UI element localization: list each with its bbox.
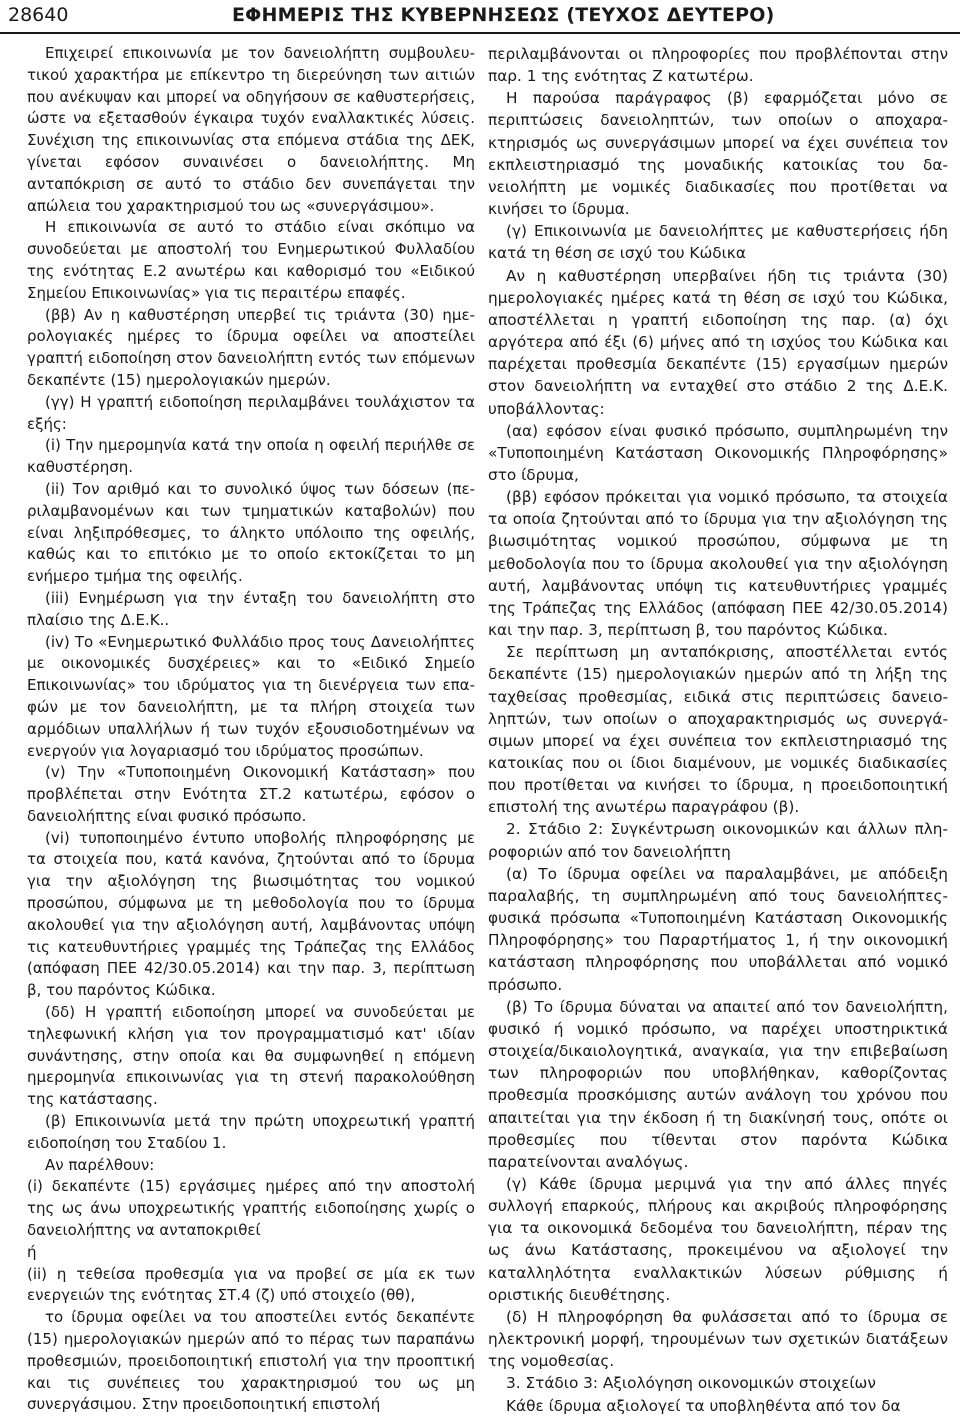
paragraph: (ii) Τον αριθμό και το συνολικό ύψος των δόσεων (περιλαμβανομένων και των τμηματικών καταβολών) που είναι ληξιπρόθεσμες, το άληκτο υπόλοιπο της οφειλής, καθώς και το επιτόκιο με το οποίο εκτοκίζεται το μη ενήμερο τμήμα της οφειλής. — [27, 479, 475, 586]
paragraph: (γγ) Η γραπτή ειδοποίηση περιλαμβάνει τουλάχιστον τα εξής: — [27, 392, 475, 433]
paragraph: (β) Το ίδρυμα δύναται να απαιτεί από τον δανειολήπτη, φυσικό ή νομικό πρόσωπο, να παρέχει υποστηρικτικά στοιχεία/δικαιολογητικά, αναγκαία, για την επιβεβαίωση των πληροφοριών που υποβλήθηκαν, καθορίζοντας προθεσμία προσκόμισης αυτών ανάλογη του χρόνου που απαιτείται για την έκδοση ή τη διακίνησή τους, οπότε οι προθεσμίες που τίθενται στον παρόντα Κώδικα παρατείνονται αναλόγως. — [488, 997, 948, 1171]
paragraph: (iv) Το «Ενημερωτικό Φυλλάδιο προς τους Δανειολήπτες με οικονομικές δυσχέρειες» και το «Ειδικό Σημείο Επικοινωνίας» του ιδρύματος για τη διενέργεια των επαφών με τον δανειολήπτη, με τα πλήρη στοιχεία των αρμόδιων υπαλλήλων ή των τυχόν εξουσιοδοτημένων να ενεργούν για λογαριασμό του ιδρύματος προσώπων. — [27, 632, 475, 760]
paragraph: Η παρούσα παράγραφος (β) εφαρμόζεται μόνο σε περιπτώσεις δανειοληπτών, των οποίων ο αποχαρακτηρισμός ως συνεργάσιμων μπορεί να έχει συνέπεια τον εκπλειστηριασμό της μοναδικής κατοικίας του δανειολήπτη με νομικές διαδικασίες που προτίθεται να κινήσει το ίδρυμα. — [488, 89, 948, 219]
paragraph: (i) δεκαπέντε (15) εργάσιμες ημέρες από την αποστολή της ως άνω υποχρεωτικής γραπτής ειδοποίησης χωρίς ο δανειολήπτης να ανταποκριθεί — [27, 1177, 475, 1240]
paragraph: (δδ) Η γραπτή ειδοποίηση μπορεί να συνοδεύεται με τηλεφωνική κλήση για τον προγραμματισμό κατ' ιδίαν συνάντησης, στην οποία και θα συμφωνηθεί η επόμενη ημερομηνία επικοινωνίας για τη στενή παρακολούθηση της κατάστασης. — [27, 1003, 475, 1109]
left-column — [27, 43, 475, 1416]
section-heading: 3. Στάδιο 3: Αξιολόγηση οικονομικών στοιχείων — [506, 1374, 876, 1393]
header-rule — [0, 32, 960, 34]
paragraph: ή — [27, 1242, 37, 1261]
paragraph: (ββ) Αν η καθυστέρηση υπερβεί τις τριάντα (30) ημερολογιακές ημέρες το ίδρυμα οφείλει να αποστείλει γραπτή ειδοποίηση στον δανειολήπτη εντός των επόμενων δεκαπέντε (15) ημερολογιακών ημερών. — [27, 305, 475, 389]
gazette-title: ΕΦΗΜΕΡΙΣ ΤΗΣ ΚΥΒΕΡΝΗΣΕΩΣ (ΤΕΥΧΟΣ ΔΕΥΤΕΡΟ) — [232, 4, 775, 26]
paragraph: (v) Την «Τυποποιημένη Οικονομική Κατάσταση» που προβλέπεται στην Ενότητα ΣΤ.2 κατωτέρω, εφόσον ο δανειολήπτης είναι φυσικό πρόσωπο. — [27, 763, 475, 825]
page-header — [0, 0, 960, 32]
right-column — [488, 43, 948, 1417]
paragraph: (ββ) εφόσον πρόκειται για νομικό πρόσωπο, τα στοιχεία τα οποία ζητούνται από το ίδρυμα για την αξιολόγηση της βιωσιμότητας νομικού προσώπου, σύμφωνα με τη μεθοδολογία που το ίδρυμα ακολουθεί για την αξιολόγηση αυτή, λαμβάνοντας υπόψη τις κατευθυντήριες γραμμές της Τράπεζας της Ελλάδος (απόφαση ΠΕΕ 42/30.05.2014) και την παρ. 3, περίπτωση β, του παρόντος Κώδικα. — [488, 488, 948, 640]
paragraph: Επιχειρεί επικοινωνία με τον δανειολήπτη συμβουλευτικού χαρακτήρα με επίκεντρο τη διερεύνηση των αιτιών που ανέκυψαν και μπορεί να οδηγήσουν σε καθυστερήσεις, ώστε να εξετασθούν έγκαιρα τυχόν εναλλακτικές λύσεις. Συνέχιση της επικοινωνίας στα επόμενα στάδια της ΔΕΚ, γίνεται εφόσον συναινέσει ο δανειολήπτης. Μη ανταπόκριση σε αυτό το στάδιο δεν συνεπάγεται την απώλεια του χαρακτηρισμού του ως «συνεργάσιμου». — [27, 44, 475, 215]
paragraph: (ii) η τεθείσα προθεσμία για να προβεί σε μία εκ των ενεργειών της ενότητας ΣΤ.4 (ζ) υπό στοιχείο (θθ), — [27, 1264, 475, 1305]
paragraph: (δ) Η πληροφόρηση θα φυλάσσεται από το ίδρυμα σε ηλεκτρονική μορφή, τηρουμένων των σχετικών διατάξεων της νομοθεσίας. — [488, 1307, 948, 1371]
paragraph: (vi) τυποποιημένο έντυπο υποβολής πληροφόρησης με τα στοιχεία που, κατά κανόνα, ζητούνται από το ίδρυμα για την αξιολόγηση της βιωσιμότητας του νομικού προσώπου, σύμφωνα με τη μεθοδολογία που το ίδρυμα ακολουθεί για την αξιολόγηση αυτή, λαμβάνοντας υπόψη τις κατευθυντήριες γραμμές της Τράπεζας της Ελλάδος (απόφαση ΠΕΕ 42/30.05.2014) και την παρ. 3, περίπτωση β, του παρόντος Κώδικα. — [27, 828, 475, 1000]
paragraph: (iii) Ενημέρωση για την ένταξη του δανειολήπτη στο πλαίσιο της Δ.Ε.Κ.. — [27, 588, 475, 629]
paragraph: (i) Την ημερομηνία κατά την οποία η οφειλή περιήλθε σε καθυστέρηση. — [27, 436, 475, 477]
paragraph: Η επικοινωνία σε αυτό το στάδιο είναι σκόπιμο να συνοδεύεται με αποστολή του Ενημερωτικού Φυλλαδίου της ενότητας Ε.2 ανωτέρω και καθορισμό του «Ειδικού Σημείου Επικοινωνίας» για τις περαιτέρω επαφές. — [27, 218, 475, 302]
paragraph: (αα) εφόσον είναι φυσικό πρόσωπο, συμπληρωμένη την «Τυποποιημένη Κατάσταση Οικονομικής Πληροφόρησης» στο ίδρυμα, — [488, 421, 948, 484]
paragraph: Κάθε ίδρυμα αξιολογεί τα υποβληθέντα από τον δα — [506, 1396, 901, 1415]
section-heading: 2. Στάδιο 2: Συγκέντρωση οικονομικών και άλλων πληροφοριών από τον δανειολήπτη — [488, 820, 948, 861]
paragraph: Αν παρέλθουν: — [45, 1155, 155, 1174]
paragraph: Αν η καθυστέρηση υπερβαίνει ήδη τις τριάντα (30) ημερολογιακές ημέρες κατά τη θέση σε ισχύ του Κώδικα, αποστέλλεται η γραπτή ειδοποίηση της παρ. (α) όχι αργότερα από έξι (6) μήνες από τη ισχύος του Κώδικα και παρέχεται προθεσμία δεκαπέντε (15) εργασίμων ημερών στον δανειολήπτη να ενταχθεί στο στάδιο 2 της Δ.Ε.Κ. υποβάλλοντας: — [488, 266, 948, 418]
paragraph: (γ) Κάθε ίδρυμα μεριμνά για την από άλλες πηγές συλλογή επαρκούς, πλήρους και ακριβούς πληροφόρησης για τα οικονομικά δεδομένα του δανειολήπτη, πέραν της ως άνω Κατάστασης, προκειμένου να αξιολογεί την καταλληλότητα εναλλακτικών λύσεων ρύθμισης ή οριστικής διευθέτησης. — [488, 1174, 948, 1304]
page-number: 28640 — [8, 4, 69, 26]
paragraph: (α) Το ίδρυμα οφείλει να παραλαμβάνει, με απόδειξη παραλαβής, τη συμπληρωμένη από τους δανειολήπτες-φυσικά πρόσωπα «Τυποποιημένη Κατάσταση Οικονομικής Πληροφόρησης» του Παραρτήματος 1, ή την οικονομική κατάσταση πληροφόρησης που υποβάλλεται από νομικό πρόσωπο. — [488, 864, 948, 994]
paragraph: (γ) Επικοινωνία με δανειολήπτες με καθυστερήσεις ήδη κατά τη θέση σε ισχύ του Κώδικα — [488, 222, 948, 263]
paragraph: το ίδρυμα οφείλει να του αποστείλει εντός δεκαπέντε (15) ημερολογιακών ημερών από το πέρας των παραπάνω προθεσμιών, προειδοποιητική επιστολή για την προοπτική και τις συνέπειες του χαρακτηρισμού του ως μη συνεργάσιμου. Στην προειδοποιητική επιστολή — [27, 1308, 475, 1414]
paragraph: Σε περίπτωση μη ανταπόκρισης, αποστέλλεται εντός δεκαπέντε (15) ημερολογιακών ημερών από τη λήξη της ταχθείσας προθεσμίας, ειδικά στις περιπτώσεις δανειοληπτών, των οποίων ο αποχαρακτηρισμός ως συνεργάσιμων μπορεί να έχει συνέπεια τον εκπλειστηριασμό της κατοικίας που οι ίδιοι διαμένουν, με νομικές διαδικασίες που προτίθεται να κινήσει το ίδρυμα, η προειδοποιητική επιστολή της ανωτέρω παραγράφου (β). — [488, 643, 948, 817]
paragraph: (β) Επικοινωνία μετά την πρώτη υποχρεωτική γραπτή ειδοποίηση του Σταδίου 1. — [27, 1112, 475, 1152]
paragraph: περιλαμβάνονται οι πληροφορίες που προβλέπονται στην παρ. 1 της ενότητας Ζ κατωτέρω. — [488, 45, 948, 86]
